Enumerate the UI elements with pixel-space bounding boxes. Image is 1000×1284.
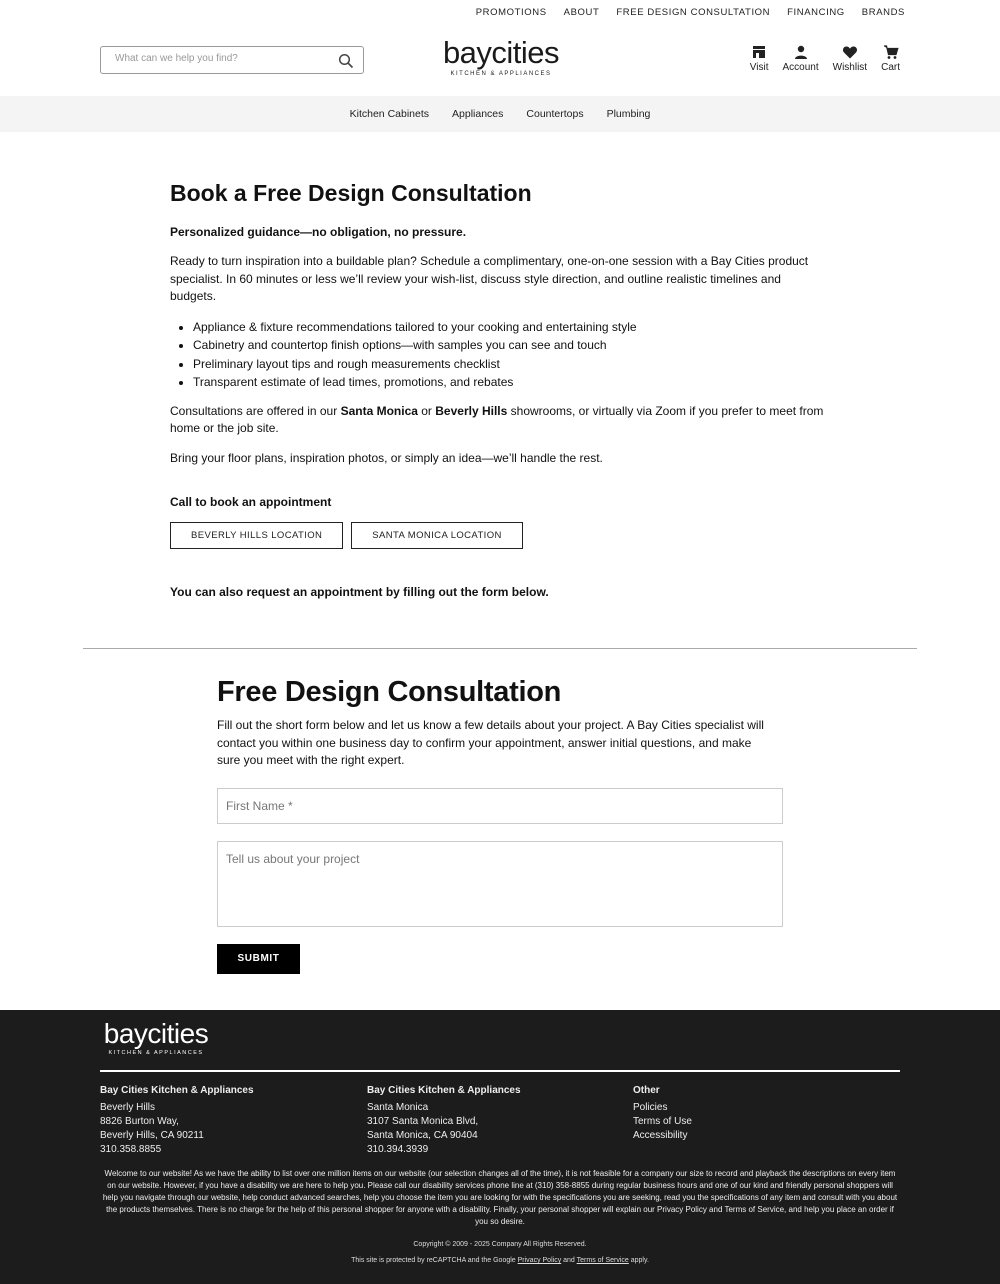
cart-button[interactable]	[881, 44, 900, 73]
page-subtitle: Personalized guidance—no obligation, no pressure.	[170, 225, 467, 239]
nav-countertops[interactable]: Countertops	[526, 108, 584, 120]
footer-line: 8826 Burton Way,	[100, 1116, 179, 1127]
location-santa-monica: Santa Monica	[340, 403, 418, 418]
header-actions	[750, 44, 900, 73]
store-icon	[751, 44, 767, 60]
wishlist-button[interactable]	[833, 44, 867, 73]
footer-phone: 310.394.3939	[367, 1144, 429, 1155]
footer-line: Beverly Hills	[100, 1102, 156, 1113]
account-label: Account	[782, 62, 819, 73]
visit-button[interactable]	[750, 44, 769, 73]
site-header	[0, 24, 1000, 96]
footer-line: 3107 Santa Monica Blvd,	[367, 1116, 479, 1127]
footer-logo[interactable]	[100, 1020, 212, 1056]
logo-wordmark: baycities	[442, 35, 560, 70]
utility-nav	[459, 7, 905, 18]
footer-col-heading: Bay Cities Kitchen & Appliances	[367, 1085, 521, 1096]
nav-kitchen-cabinets[interactable]: Kitchen Cabinets	[349, 108, 430, 120]
footer-rule	[100, 1070, 900, 1072]
footer-logo-tagline: KITCHEN & APPLIANCES	[108, 1050, 204, 1056]
form-description: Fill out the short form below and let us know a few details about your project. A Bay Cities specialist will contact you within one business day to confirm your appointment, answer initial questions, and make sure you meet with the right expert.	[217, 718, 764, 767]
locations-or: or	[417, 403, 436, 418]
location-beverly-hills: Beverly Hills	[435, 403, 508, 418]
search-box	[100, 46, 364, 74]
footer-line: Santa Monica, CA 90404	[367, 1130, 478, 1141]
locations-post: showrooms, or virtually via Zoom if you prefer to meet from home or the job site.	[170, 403, 824, 435]
search-icon[interactable]	[338, 53, 354, 69]
list-item: • Preliminary layout tips and rough measurements checklist	[193, 355, 830, 374]
footer-col-other	[633, 1084, 692, 1143]
locations-paragraph	[170, 403, 830, 438]
locations-pre: Consultations are offered in our	[170, 403, 341, 418]
logo-tagline: KITCHEN & APPLIANCES	[450, 71, 552, 77]
site-footer	[0, 1010, 1000, 1284]
list-item: • Transparent estimate of lead times, promotions, and rebates	[193, 373, 830, 392]
util-link-free-design-consultation[interactable]: FREE DESIGN CONSULTATION	[616, 7, 771, 18]
util-link-about[interactable]: ABOUT	[563, 7, 600, 18]
heart-icon	[842, 44, 858, 60]
santa-monica-location-button[interactable]: SANTA MONICA LOCATION	[351, 522, 522, 549]
cart-icon	[883, 44, 899, 60]
submit-button[interactable]: SUBMIT	[217, 944, 300, 974]
util-link-brands[interactable]: BRANDS	[861, 7, 905, 18]
wishlist-label: Wishlist	[832, 62, 868, 73]
footer-link-terms-of-use[interactable]: Terms of Use	[633, 1116, 692, 1127]
util-link-promotions[interactable]: PROMOTIONS	[475, 7, 547, 18]
visit-label: Visit	[749, 62, 769, 73]
account-button[interactable]	[783, 44, 819, 73]
footer-link-policies[interactable]: Policies	[633, 1102, 668, 1113]
section-divider	[83, 648, 917, 649]
accessibility-disclaimer: Welcome to our website! As we have the ability to list over one million items on our website (our selection changes all of the time), it is not feasible for a company our size to record and playback the descriptions on every item on our website. However, if you have a disability we are here to help you. Please call our disability services phone line at (310) 358-8855 during regular business hours and one of our kind and friendly personal shoppers will help you navigate through our website, help conduct advanced searches, help you choose the item you are looking for with the specifications you are seeking, read you the specifications of any item and consult with you about the products themselves. There is no charge for the help of this personal shopper for anyone with a disability. Finally, your personal shopper will explain our Privacy Policy and Terms of Service, and help you place an order if you so desire.	[102, 1169, 898, 1226]
cart-label: Cart	[881, 62, 900, 73]
list-item: • Appliance & fixture recommendations tailored to your cooking and entertaining style	[193, 318, 830, 337]
intro-paragraph: Ready to turn inspiration into a buildable plan? Schedule a complimentary, one-on-one session with a Bay Cities product specialist. In 60 minutes or less we’ll review your wish-list, discuss style direction, and outline realistic timelines and budgets.	[170, 254, 809, 303]
page-title: Book a Free Design Consultation	[170, 180, 532, 206]
list-item: • Cabinetry and countertop finish options—with samples you can see and touch	[193, 336, 830, 355]
recaptcha-pre: This site is protected by reCAPTCHA and the Google	[351, 1257, 518, 1264]
footer-line: Beverly Hills, CA 90211	[100, 1130, 204, 1141]
footer-col-beverly-hills	[100, 1084, 254, 1157]
privacy-policy-link[interactable]: Privacy Policy	[517, 1257, 562, 1264]
bring-paragraph: Bring your floor plans, inspiration photos, or simply an idea—we’ll handle the rest.	[170, 450, 603, 465]
first-name-field[interactable]	[217, 788, 783, 824]
utility-bar	[0, 0, 1000, 24]
util-link-financing[interactable]: FINANCING	[787, 7, 845, 18]
footer-link-accessibility[interactable]: Accessibility	[633, 1130, 688, 1141]
footer-logo-wordmark: baycities	[103, 1018, 209, 1049]
terms-of-service-link[interactable]: Terms of Service	[576, 1257, 629, 1264]
search-input[interactable]	[115, 53, 335, 64]
copyright: Copyright © 2009 - 2025 Company All Rights Reserved.	[413, 1241, 587, 1248]
footer-phone: 310.358.8855	[100, 1144, 162, 1155]
consultation-form	[217, 676, 783, 974]
main-nav	[0, 96, 1000, 132]
benefits-list	[193, 318, 830, 392]
footer-col-heading: Other	[633, 1085, 660, 1096]
form-note: You can also request an appointment by filling out the form below.	[170, 585, 549, 599]
site-logo[interactable]	[440, 35, 562, 77]
location-buttons	[170, 522, 830, 549]
project-details-field[interactable]	[217, 841, 783, 927]
person-icon	[793, 44, 809, 60]
form-title: Free Design Consultation	[217, 676, 562, 708]
call-heading: Call to book an appointment	[170, 495, 332, 509]
recaptcha-and: and	[561, 1257, 577, 1264]
beverly-hills-location-button[interactable]: BEVERLY HILLS LOCATION	[170, 522, 343, 549]
consultation-content	[170, 180, 830, 599]
footer-col-heading: Bay Cities Kitchen & Appliances	[100, 1085, 254, 1096]
footer-line: Santa Monica	[367, 1102, 429, 1113]
recaptcha-notice	[0, 1257, 1000, 1264]
footer-col-santa-monica	[367, 1084, 521, 1157]
nav-appliances[interactable]: Appliances	[452, 108, 504, 120]
recaptcha-post: apply.	[628, 1257, 649, 1264]
nav-plumbing[interactable]: Plumbing	[606, 108, 651, 120]
